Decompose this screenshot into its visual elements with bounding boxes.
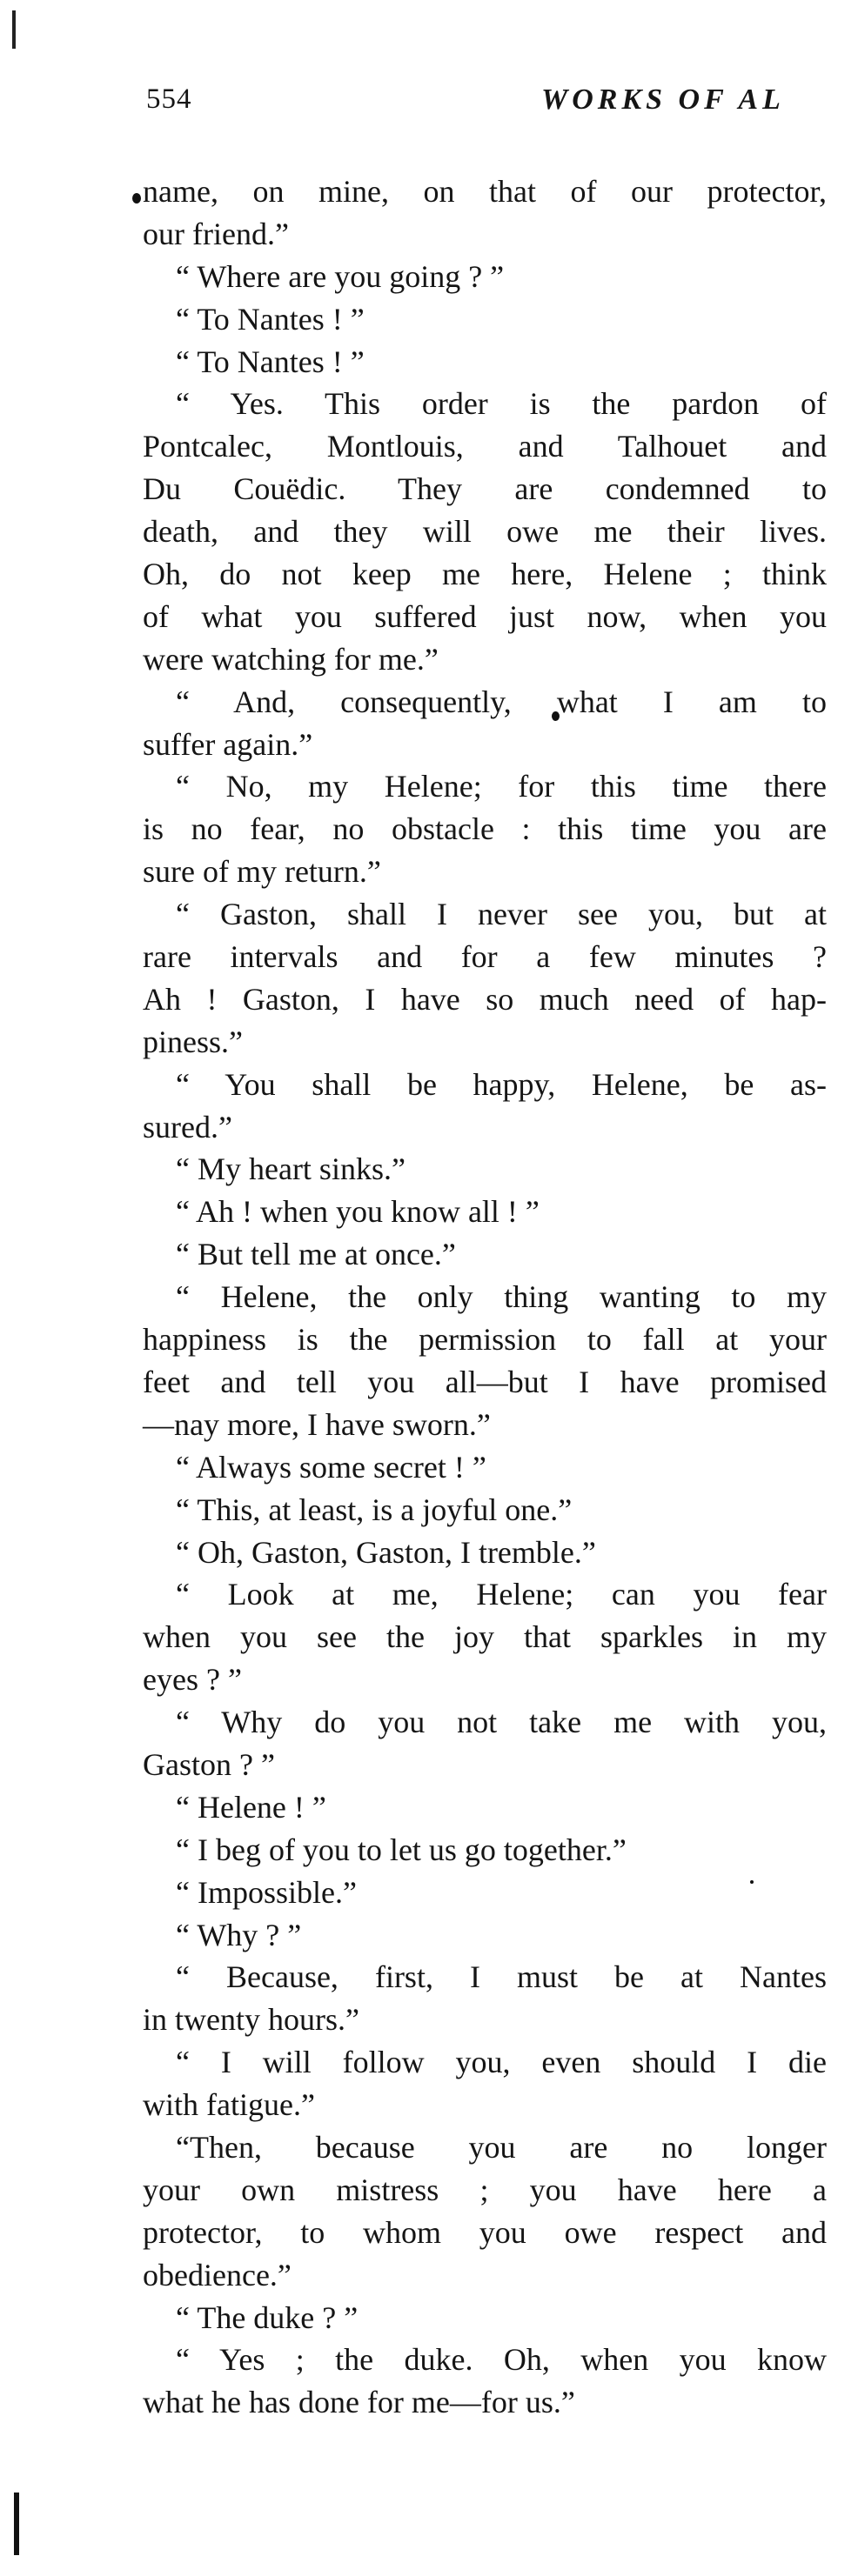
text-line: Gaston ? ” bbox=[143, 1746, 275, 1782]
text-line: “ I beg of you to let us go together.” bbox=[176, 1832, 627, 1867]
text-line: Pontcalec, Montlouis, and Talhouet and bbox=[143, 429, 827, 464]
text-line: “ To Nantes ! ” bbox=[176, 344, 365, 379]
page-header bbox=[0, 83, 858, 125]
text-line: death, and they will owe me their lives. bbox=[143, 514, 827, 550]
text-line: piness.” bbox=[143, 1024, 243, 1059]
text-line: “ Ah ! when you know all ! ” bbox=[176, 1194, 540, 1230]
text-line: “ Look at me, Helene; can you fear bbox=[176, 1577, 827, 1612]
text-line: Du Couëdic. They are condemned to bbox=[143, 471, 827, 507]
text-line: “Then, because you are no longer bbox=[176, 2129, 827, 2165]
text-line: “ Gaston, shall I never see you, but at bbox=[176, 897, 827, 932]
text-line: “ I will follow you, even should I die bbox=[176, 2045, 827, 2080]
text-line: Ah ! Gaston, I have so much need of hap- bbox=[143, 981, 827, 1017]
text-line: were watching for me.” bbox=[143, 641, 439, 677]
text-line: “ Helene ! ” bbox=[176, 1789, 326, 1825]
text-line: obedience.” bbox=[143, 2257, 292, 2292]
text-line: “ This, at least, is a joyful one.” bbox=[176, 1492, 573, 1527]
page-number: 554 bbox=[146, 83, 192, 115]
ink-speck bbox=[132, 193, 141, 204]
text-line: with fatigue.” bbox=[143, 2087, 315, 2123]
text-line: “ Yes ; the duke. Oh, when you know bbox=[176, 2342, 827, 2378]
text-line: “ Helene, the only thing wanting to my bbox=[176, 1279, 827, 1315]
text-line: “ Yes. This order is the pardon of bbox=[176, 386, 827, 422]
text-line: “ Where are you going ? ” bbox=[176, 258, 505, 294]
text-line: “ Why ? ” bbox=[176, 1917, 302, 1952]
text-line: “ Because, first, I must be at Nantes bbox=[176, 1959, 827, 1995]
text-line: is no fear, no obstacle : this time you are bbox=[143, 811, 827, 847]
text-line: your own mistress ; you have here a bbox=[143, 2172, 827, 2207]
text-line: in twenty hours.” bbox=[143, 2002, 359, 2038]
text-line: “ My heart sinks.” bbox=[176, 1151, 406, 1187]
body-text bbox=[143, 170, 827, 2424]
text-line: rare intervals and for a few minutes ? bbox=[143, 939, 827, 975]
text-line: eyes ? ” bbox=[143, 1662, 242, 1698]
text-line: what he has done for me—for us.” bbox=[143, 2385, 575, 2420]
text-line: “ Why do you not take me with you, bbox=[176, 1705, 827, 1740]
text-line: of what you suffered just now, when you bbox=[143, 598, 827, 634]
text-line: our friend.” bbox=[143, 216, 289, 251]
text-line: name, on mine, on that of our protector, bbox=[143, 174, 827, 209]
text-line: happiness is the permission to fall at your bbox=[143, 1322, 827, 1358]
text-line: “ No, my Helene; for this time there bbox=[176, 769, 827, 804]
text-line: “ Oh, Gaston, Gaston, I tremble.” bbox=[176, 1534, 596, 1570]
text-line: sured.” bbox=[143, 1109, 232, 1145]
running-head: WORKS OF AL bbox=[541, 83, 785, 116]
text-line: —nay more, I have sworn.” bbox=[143, 1406, 491, 1442]
text-line: Oh, do not keep me here, Helene ; think bbox=[143, 557, 827, 592]
text-line: when you see the joy that sparkles in my bbox=[143, 1619, 827, 1655]
text-line: sure of my return.” bbox=[143, 854, 381, 890]
text-line: protector, to whom you owe respect and bbox=[143, 2214, 827, 2250]
text-line: “ To Nantes ! ” bbox=[176, 301, 365, 337]
scan-edge-mark bbox=[14, 2493, 19, 2555]
text-line: “ The duke ? ” bbox=[176, 2299, 359, 2335]
text-line: suffer again.” bbox=[143, 726, 313, 762]
text-line: “ Always some secret ! ” bbox=[176, 1449, 486, 1485]
text-line: “ But tell me at once.” bbox=[176, 1237, 456, 1272]
text-line: “ Impossible.” bbox=[176, 1874, 357, 1910]
text-line: feet and tell you all—but I have promised bbox=[143, 1364, 827, 1399]
text-line: “ You shall be happy, Helene, be as- bbox=[176, 1066, 827, 1102]
scan-edge-mark bbox=[12, 10, 16, 49]
text-line: “ And, consequently, what I am to bbox=[176, 684, 827, 719]
